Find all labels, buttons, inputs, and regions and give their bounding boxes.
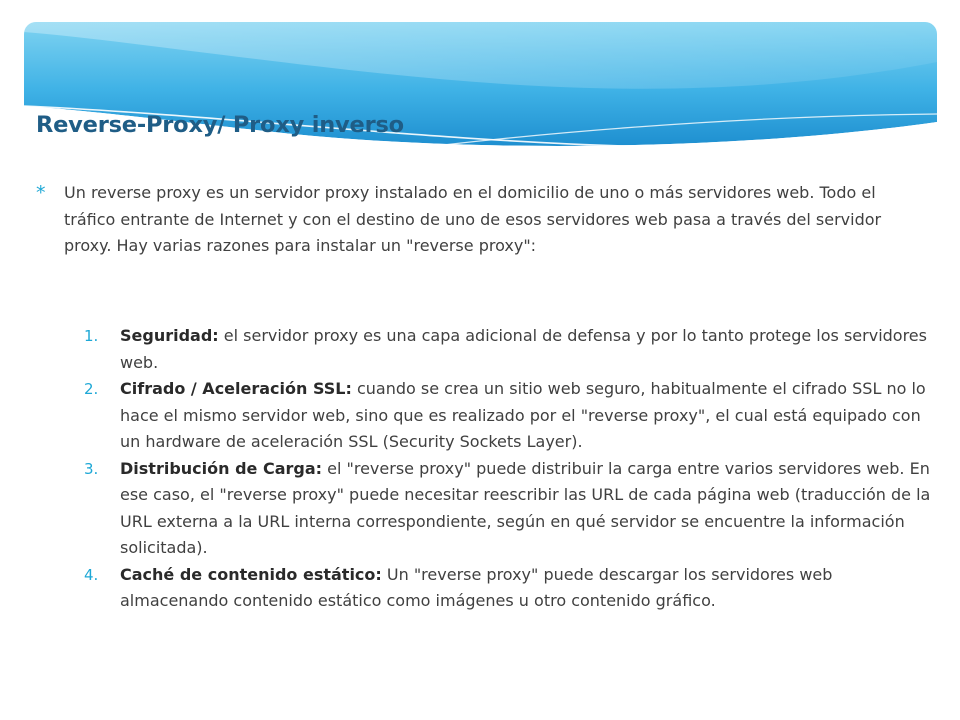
item-number: 3. bbox=[84, 459, 99, 478]
item-label: Cifrado / Aceleración SSL: bbox=[120, 379, 352, 398]
reasons-list bbox=[84, 323, 934, 615]
list-item-cache-estatico bbox=[84, 562, 934, 615]
item-text: Un "reverse proxy" puede descargar los servidores web almacenando contenido estático como imágenes u otro contenido gráfico. bbox=[120, 564, 833, 610]
item-text: el servidor proxy es una capa adicional de defensa y por lo tanto protege los servidores web. bbox=[120, 326, 927, 372]
list-item-seguridad bbox=[84, 323, 934, 376]
intro-bullet bbox=[36, 180, 916, 260]
header-wave-band bbox=[24, 22, 937, 160]
bullet-asterisk: * bbox=[36, 182, 46, 204]
item-label: Seguridad: bbox=[120, 326, 219, 345]
item-number: 2. bbox=[84, 380, 99, 398]
item-label: Caché de contenido estático: bbox=[120, 564, 382, 584]
wave-graphic bbox=[24, 22, 937, 160]
item-number: 4. bbox=[84, 565, 99, 584]
item-text: cuando se crea un sitio web seguro, habitualmente el cifrado SSL no lo hace el mismo servidor web, sino que es realizado por el "reverse proxy", el cual está equipado con un hardware de aceleración SSL (Security Sockets Layer). bbox=[120, 379, 926, 451]
item-label: Distribución de Carga: bbox=[120, 458, 323, 478]
item-text: el "reverse proxy" puede distribuir la carga entre varios servidores web. En ese caso, el "reverse proxy" puede necesitar reescribir las URL de cada página web (traducción de la URL externa a la URL interna correspondiente, según en qué servidor se encuentre la información solicitada). bbox=[120, 458, 931, 557]
slide-title: Reverse-Proxy/ Proxy inverso bbox=[36, 112, 404, 138]
list-item-distribucion-carga bbox=[84, 456, 934, 562]
item-number: 1. bbox=[84, 327, 99, 345]
intro-paragraph: Un reverse proxy es un servidor proxy instalado en el domicilio de uno o más servidores web. Todo el tráfico entrante de Internet y con el destino de uno de esos servidores web pasa a través del servidor proxy. Hay varias razones para instalar un "reverse proxy": bbox=[64, 183, 882, 255]
list-item-cifrado-ssl bbox=[84, 376, 934, 456]
